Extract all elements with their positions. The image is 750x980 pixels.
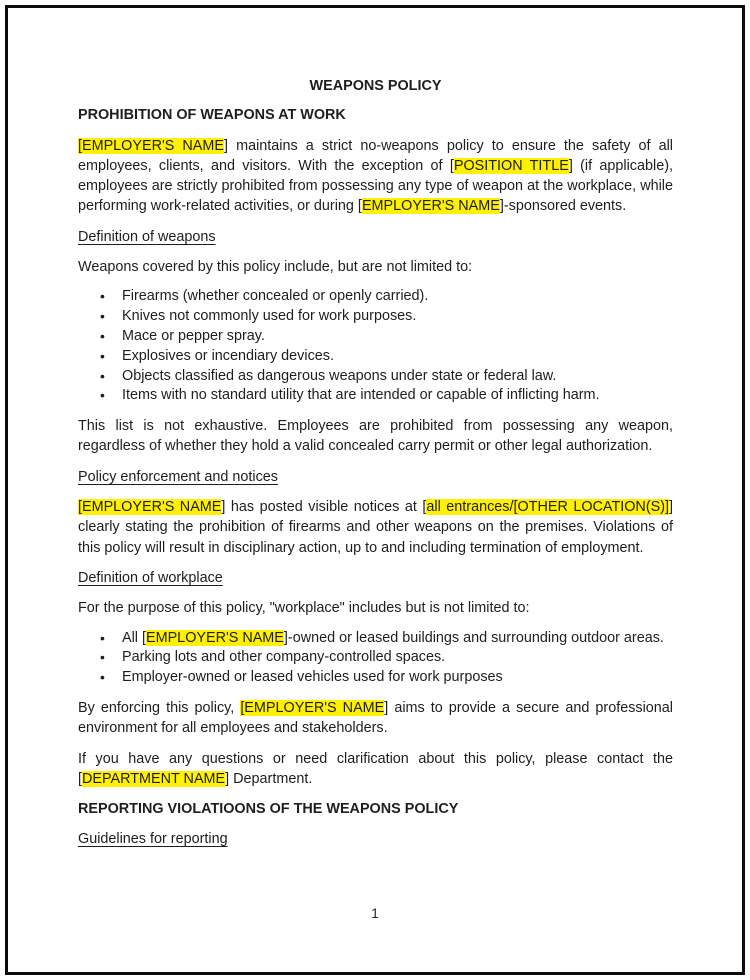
subsection-heading: Guidelines for reporting [78, 831, 228, 848]
text-segment: Firearms (whether concealed or openly carried). [122, 288, 429, 305]
placeholder-highlight: DEPARTMENT NAME [82, 770, 226, 787]
placeholder-highlight: POSITION TITLE [453, 157, 569, 174]
text-segment: ]-sponsored events. [499, 198, 627, 215]
placeholder-highlight: EMPLOYER'S NAME [146, 629, 284, 646]
paragraph [78, 257, 673, 277]
bullet-item [78, 347, 673, 367]
subsection-heading: Definition of weapons [78, 228, 216, 245]
text-segment: For the purpose of this policy, "workplace" includes but is not limited to: [78, 600, 530, 617]
text-segment: Knives not commonly used for work purposes. [122, 308, 417, 325]
placeholder-highlight: [EMPLOYER'S NAME [78, 137, 224, 154]
paragraph [78, 497, 673, 558]
text-segment: Employer-owned or leased vehicles used for work purposes [122, 669, 503, 686]
paragraph [78, 749, 673, 790]
bullet-item [78, 327, 673, 347]
bullet-item [78, 287, 673, 307]
subsection-heading: Policy enforcement and notices [78, 468, 278, 485]
text-segment: ] (if applicable), employees are strictly prohibited from possessing any type of weapon at the workplace, while performing work-related activities, or during [ [78, 157, 673, 215]
document-title: WEAPONS POLICY [309, 78, 442, 94]
text-segment: Explosives or incendiary devices. [122, 347, 334, 364]
text-segment: Mace or pepper spray. [122, 327, 265, 344]
page-number: 1 [371, 906, 379, 921]
placeholder-highlight: EMPLOYER'S NAME [361, 198, 500, 215]
bullet-item [78, 629, 673, 649]
paragraph [78, 416, 673, 457]
text-segment: ] Department. [225, 770, 313, 787]
bullet-item [78, 386, 673, 406]
bullet-item [78, 648, 673, 668]
text-segment: Items with no standard utility that are intended or capable of inflicting harm. [122, 387, 600, 404]
text-segment: This list is not exhaustive. Employees are prohibited from possessing any weapon, regardless of whether they hold a valid concealed carry permit or other legal authorization. [78, 418, 673, 455]
text-segment: ]-owned or leased buildings and surrounding outdoor areas. [283, 629, 664, 646]
text-segment: ] clearly stating the prohibition of firearms and other weapons on the premises. Violations of this policy will result in disciplinary action, up to and including termination of employment. [78, 499, 674, 556]
bullet-item [78, 367, 673, 387]
placeholder-highlight: all entrances/[OTHER LOCATION(S)] [426, 499, 670, 516]
paragraph [78, 136, 673, 217]
text-segment: Parking lots and other company-controlled spaces. [122, 649, 446, 666]
text-segment: Objects classified as dangerous weapons under state or federal law. [122, 367, 557, 384]
paragraph [78, 698, 673, 739]
section-heading: REPORTING VIOLATIOONS OF THE WEAPONS POLICY [78, 801, 459, 818]
text-segment: All [ [122, 629, 146, 646]
document-body [78, 105, 673, 849]
text-segment: ] aims to provide a secure and professional environment for all employees and stakeholders. [78, 699, 674, 737]
bullet-item [78, 307, 673, 327]
text-segment: Weapons covered by this policy include, but are not limited to: [78, 259, 473, 276]
paragraph [78, 598, 673, 618]
text-segment: If you have any questions or need clarification about this policy, please contact the [ [78, 750, 673, 787]
section-heading: PROHIBITION OF WEAPONS AT WORK [78, 107, 346, 124]
bullet-list [78, 629, 673, 688]
subsection-heading: Definition of workplace [78, 569, 223, 586]
bullet-item [78, 668, 673, 688]
placeholder-highlight: [EMPLOYER'S NAME [78, 499, 222, 516]
document-content [78, 76, 673, 860]
bullet-list [78, 287, 673, 406]
text-segment: By enforcing this policy, [78, 699, 241, 716]
text-segment: ] has posted visible notices at [ [221, 499, 427, 516]
text-segment: ] maintains a strict no-weapons policy to ensure the safety of all employees, clients, and visitors. With the exception of [ [78, 137, 674, 174]
placeholder-highlight: [EMPLOYER'S NAME [240, 699, 385, 716]
